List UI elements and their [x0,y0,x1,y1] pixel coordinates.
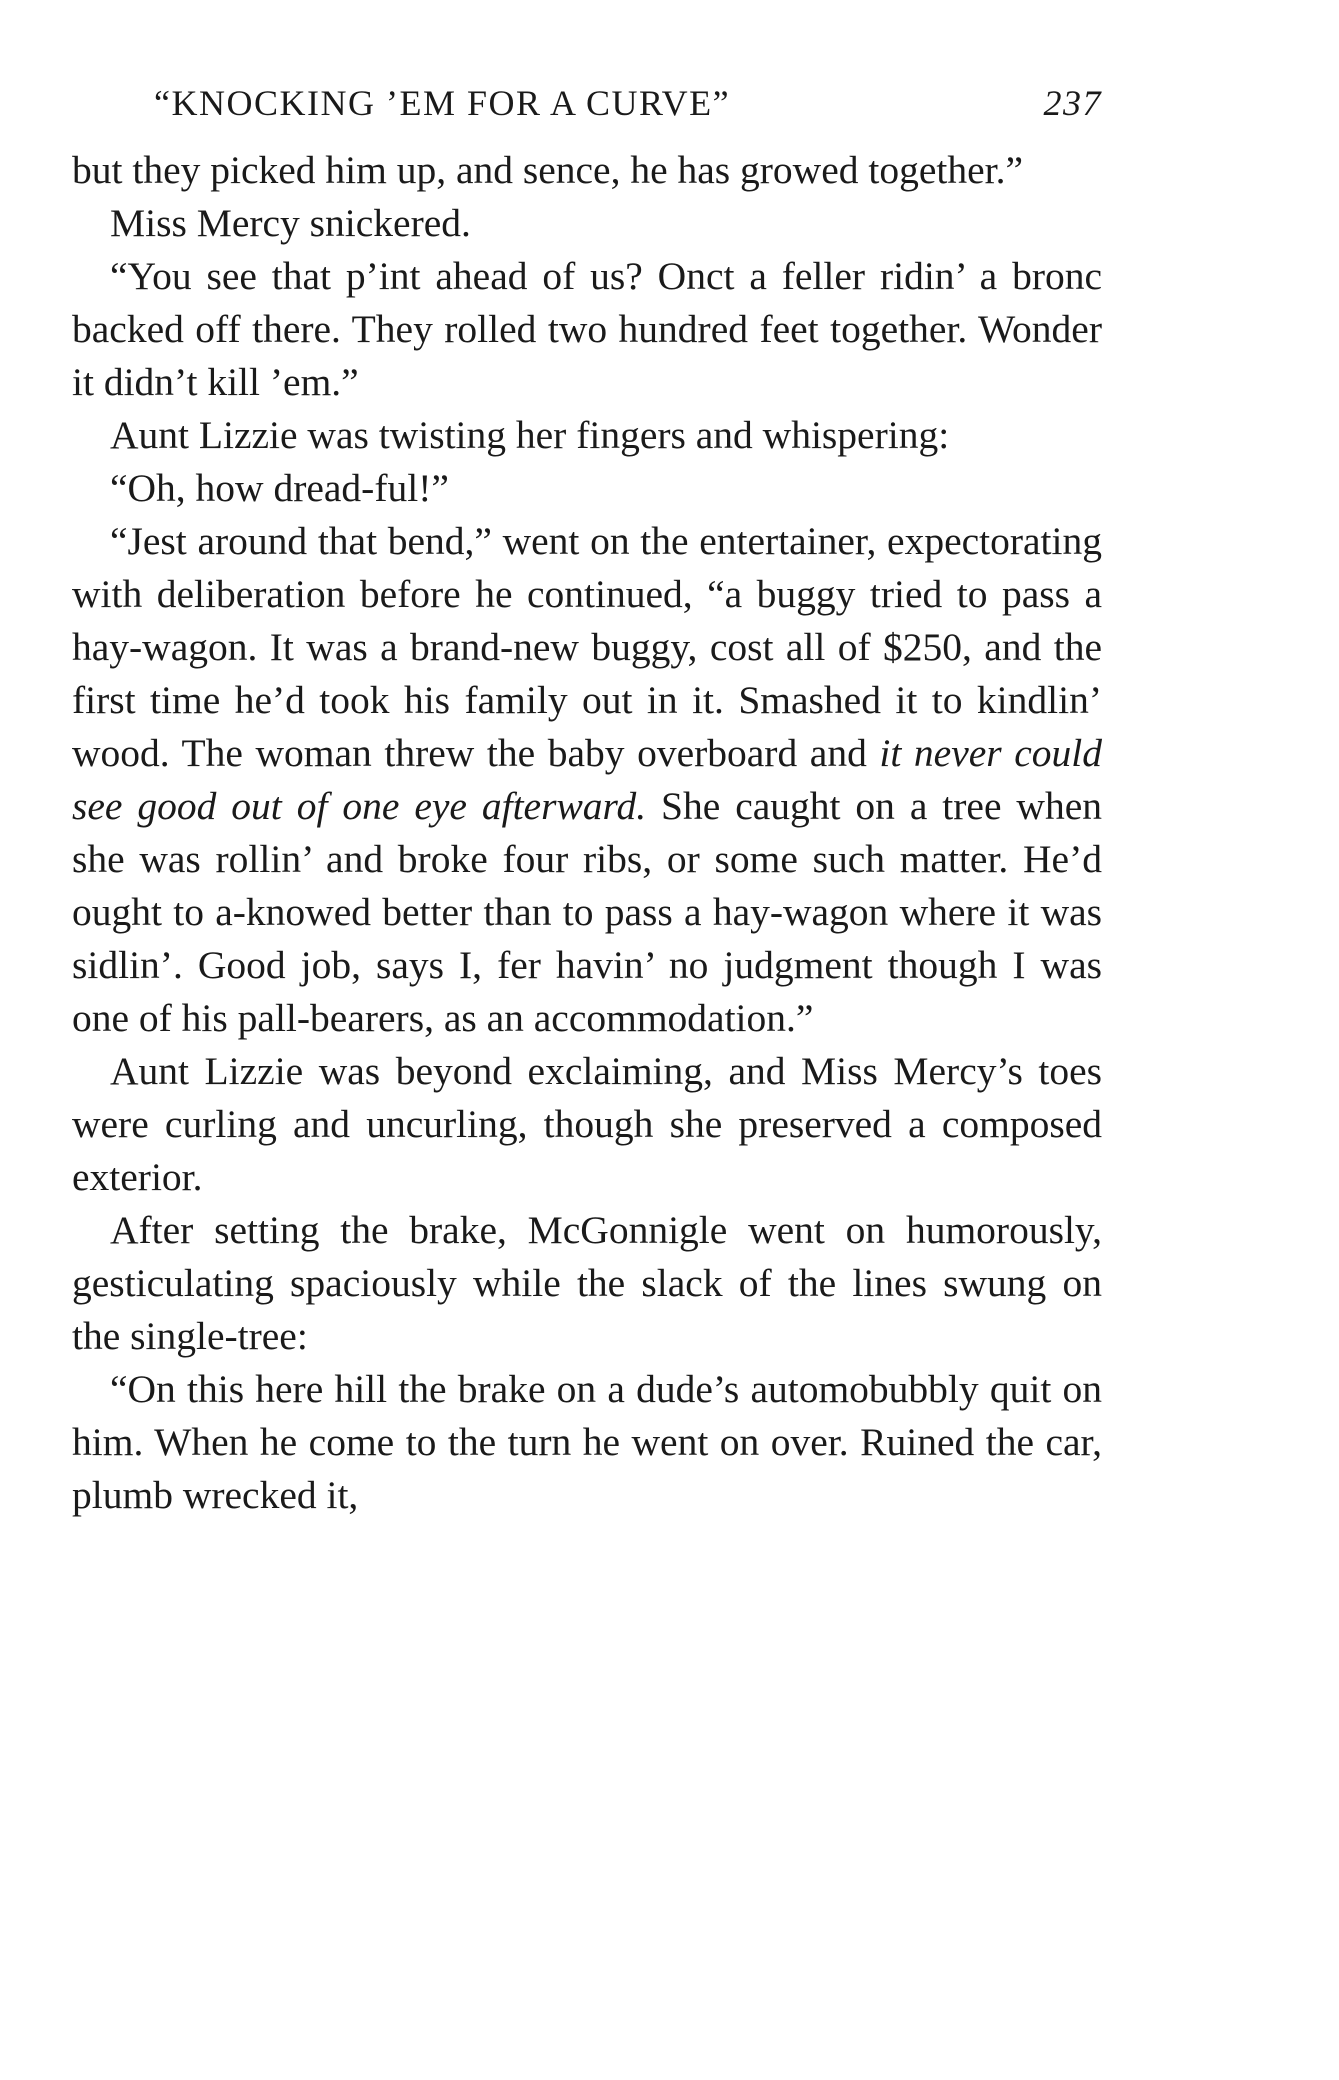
paragraph-text: “Jest around that bend,” went on the entertainer, expectorating with deliberation before he continued, “a buggy tried to pass a hay-wagon. It was a brand-new buggy, cost all of $250, and the first time he’d took his family out in it. Smashed it to kindlin’ wood. The woman threw the baby overboard and [72,519,1102,775]
paragraph [72,515,1102,1045]
paragraph: “Oh, how dread-ful!” [110,466,449,510]
paragraph: “You see that p’int ahead of us? Onct a feller ridin’ a bronc backed off there. They rolled two hundred feet together. Wonder it didn’t kill ’em.” [72,254,1102,404]
italic-phrase: it never could see good out of one eye afterward. [72,731,1102,828]
paragraph: Aunt Lizzie was beyond exclaiming, and Miss Mercy’s toes were curling and uncurling, though she preserved a composed exterior. [72,1049,1102,1199]
paragraph: After setting the brake, McGonnigle went on humorously, gesticulating spaciously while the slack of the lines swung on the single-tree: [72,1208,1102,1358]
paragraph-last: “On this here hill the brake on a dude’s automobubbly quit on him. When he come to the turn he went on over. Ruined the car, plumb wrecked it, [72,1367,1102,1517]
paragraph: Aunt Lizzie was twisting her fingers and whispering: [110,413,950,457]
paragraph: Miss Mercy snickered. [110,201,471,245]
chapter-title: “KNOCKING ’EM FOR A CURVE” [154,83,731,123]
body-text [72,144,1102,1522]
book-page [72,82,1102,1982]
running-head [72,82,1102,140]
paragraph-continued: but they picked him up, and sence, he has growed together.” [72,148,1024,192]
paragraph-text: She caught on a tree when she was rollin’ and broke four ribs, or some such matter. He’d ought to a-knowed better than to pass a hay-wagon where it was sidlin’. Good job, says I, fer havin’ no judgment though I was one of his pall-bearers, as an accommodation.” [72,784,1102,1040]
page-number: 237 [1043,83,1102,123]
